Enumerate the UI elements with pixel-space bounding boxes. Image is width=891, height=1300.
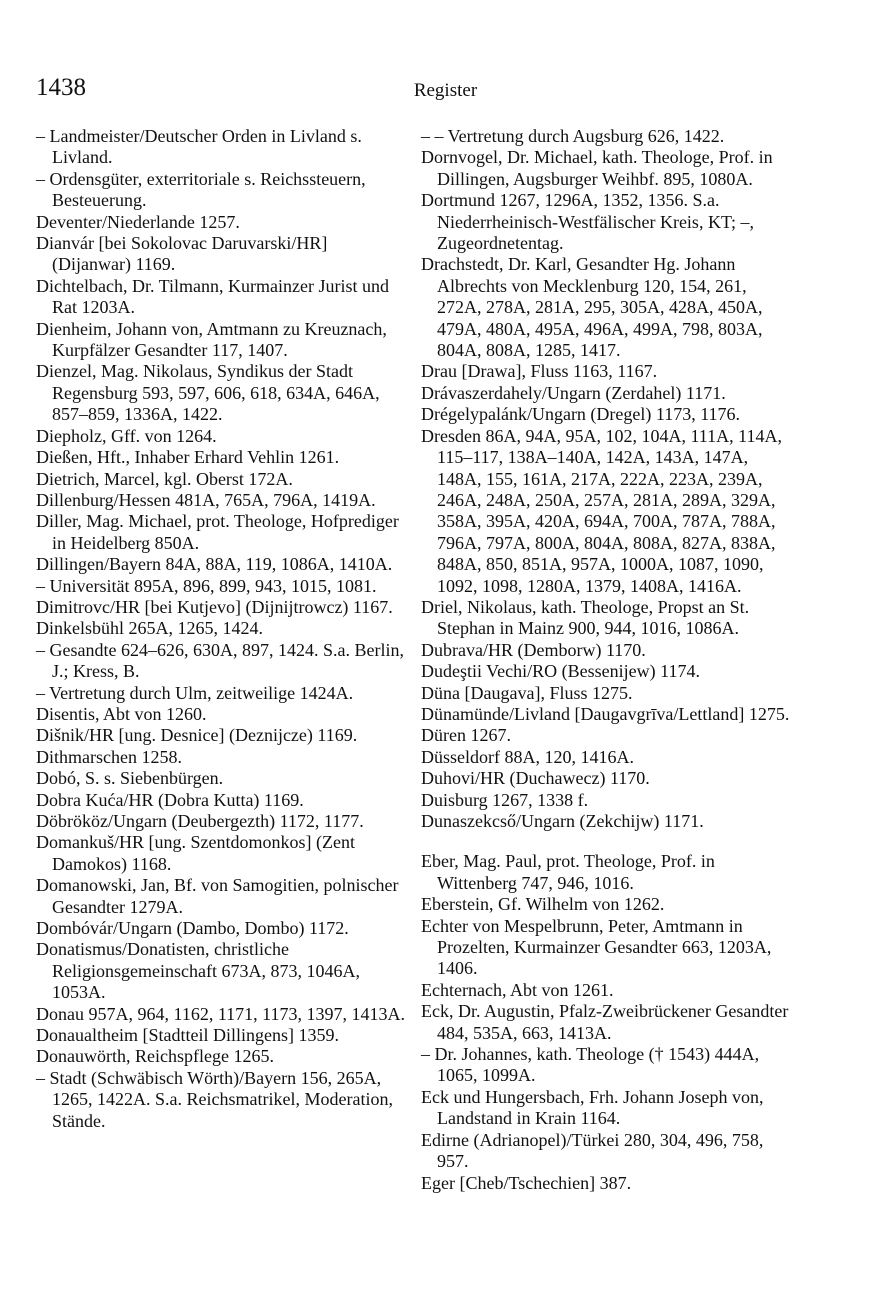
index-entry: Duisburg 1267, 1338 f.	[421, 789, 589, 810]
index-entry: Dudeştii Vechi/RO (Bessenijew) 1174.	[421, 661, 700, 682]
index-entry: Dresden 86A, 94A, 95A, 102, 104A, 111A, 114A, 115–117, 138A–140A, 142A, 143A, 147A, 148A, 155, 161A, 217A, 222A, 223A, 239A, 246A, 248A, 250A, 257A, 281A, 289A, 329A, 358A, 395A, 420A, 694A, 700A, 787A, 788A, 796A, 797A, 800A, 804A, 808A, 827A, 838A, 848A, 850, 851A, 957A, 1000A, 1087, 1090, 1092, 1098, 1280A, 1379, 1408A, 1416A.	[421, 425, 782, 596]
index-entry: Dillenburg/Hessen 481A, 765A, 796A, 1419A.	[36, 489, 376, 510]
index-entry: Drávaszerdahely/Ungarn (Zerdahel) 1171.	[421, 382, 726, 403]
index-entry: – Stadt (Schwäbisch Wörth)/Bayern 156, 265A, 1265, 1422A. S.a. Reichsmatrikel, Moderation, Stände.	[36, 1067, 393, 1131]
index-entry: Donauwörth, Reichspflege 1265.	[36, 1046, 274, 1067]
index-entry: Dillingen/Bayern 84A, 88A, 119, 1086A, 1410A.	[36, 554, 393, 575]
index-section-d-continued	[421, 126, 791, 832]
index-section-e	[421, 851, 791, 1194]
index-entry: – – Vertretung durch Augsburg 626, 1422.	[421, 126, 725, 146]
index-entry: Dianvár [bei Sokolovac Daruvarski/HR] (Dijanwar) 1169.	[36, 233, 328, 275]
index-entry: Drégelypalánk/Ungarn (Dregel) 1173, 1176.	[421, 404, 741, 425]
index-entry: Duhovi/HR (Duchawecz) 1170.	[421, 768, 650, 789]
index-entry: Dombóvár/Ungarn (Dambo, Dombo) 1172.	[36, 918, 349, 939]
index-entry: Dunaszekcső/Ungarn (Zekchijw) 1171.	[421, 811, 704, 831]
index-entry: Domanowski, Jan, Bf. von Samogitien, polnischer Gesandter 1279A.	[36, 875, 399, 917]
index-entry: Eber, Mag. Paul, prot. Theologe, Prof. in Wittenberg 747, 946, 1016.	[421, 851, 715, 893]
index-entry: – Landmeister/Deutscher Orden in Livland s. Livland.	[36, 126, 362, 168]
index-entry: Echter von Mespelbrunn, Peter, Amtmann in Prozelten, Kurmainzer Gesandter 663, 1203A, 1406.	[421, 915, 772, 979]
index-entry: Domankuš/HR [ung. Szentdomonkos] (Zent Damokos) 1168.	[36, 832, 355, 874]
index-entry: Dithmarschen 1258.	[36, 746, 182, 767]
index-entry: Eck, Dr. Augustin, Pfalz-Zweibrückener Gesandter 484, 535A, 663, 1413A.	[421, 1001, 789, 1043]
index-entry: – Ordensgüter, exterritoriale s. Reichssteuern, Besteuerung.	[36, 168, 366, 211]
index-column-right	[421, 126, 791, 1194]
index-entry: Eger [Cheb/Tschechien] 387.	[421, 1172, 632, 1193]
index-entry: Dienheim, Johann von, Amtmann zu Kreuznach, Kurpfälzer Gesandter 117, 1407.	[36, 318, 387, 361]
index-entry: Dichtelbach, Dr. Tilmann, Kurmainzer Jurist und Rat 1203A.	[36, 275, 389, 318]
index-entry: – Dr. Johannes, kath. Theologe († 1543) 444A, 1065, 1099A.	[421, 1044, 760, 1086]
index-entry: Düsseldorf 88A, 120, 1416A.	[421, 746, 634, 767]
index-entry: Dienzel, Mag. Nikolaus, Syndikus der Stadt Regensburg 593, 597, 606, 618, 634A, 646A, 857–859, 1336A, 1422.	[36, 361, 380, 425]
index-entry: Dortmund 1267, 1296A, 1352, 1356. S.a. Niederrheinisch-Westfälischer Kreis, KT; –, Zugeordnetentag.	[421, 190, 754, 254]
index-entry: Dünamünde/Livland [Daugavgrīva/Lettland] 1275.	[421, 703, 790, 724]
page-header	[36, 74, 855, 110]
index-entry: Dietrich, Marcel, kgl. Oberst 172A.	[36, 468, 293, 489]
index-entry: Drachstedt, Dr. Karl, Gesandter Hg. Johann Albrechts von Mecklenburg 120, 154, 261, 272A, 278A, 281A, 295, 305A, 428A, 450A, 479A, 480A, 495A, 496A, 499A, 798, 803A, 804A, 808A, 1285, 1417.	[421, 254, 763, 361]
index-entry: – Universität 895A, 896, 899, 943, 1015, 1081.	[36, 575, 377, 596]
index-entry: Donau 957A, 964, 1162, 1171, 1173, 1397, 1413A.	[36, 1003, 405, 1024]
index-entry: Dišnik/HR [ung. Desnice] (Deznijcze) 1169.	[36, 725, 358, 746]
running-head: Register	[413, 80, 478, 101]
index-entry: Dinkelsbühl 265A, 1265, 1424.	[36, 618, 263, 639]
index-entry: Dubrava/HR (Demborw) 1170.	[421, 639, 646, 660]
index-entry: Diller, Mag. Michael, prot. Theologe, Hofprediger in Heidelberg 850A.	[36, 511, 399, 553]
index-entry: Dimitrovc/HR [bei Kutjevo] (Dijnijtrowcz) 1167.	[36, 596, 393, 617]
index-entry: Döbrököz/Ungarn (Deubergezth) 1172, 1177.	[36, 811, 364, 831]
index-entry: Donatismus/Donatisten, christliche Religionsgemeinschaft 673A, 873, 1046A, 1053A.	[36, 939, 360, 1003]
index-entry: Disentis, Abt von 1260.	[36, 703, 207, 724]
index-entry: Edirne (Adrianopel)/Türkei 280, 304, 496, 758, 957.	[421, 1129, 764, 1172]
index-entry: Drau [Drawa], Fluss 1163, 1167.	[421, 361, 658, 382]
index-entry: Dobó, S. s. Siebenbürgen.	[36, 768, 224, 789]
index-column-left	[36, 126, 406, 1132]
index-entry: – Vertretung durch Ulm, zeitweilige 1424A.	[36, 682, 354, 703]
page-number: 1438	[36, 74, 86, 101]
index-entry: Driel, Nikolaus, kath. Theologe, Propst an St. Stephan in Mainz 900, 944, 1016, 1086A.	[421, 596, 750, 639]
index-entry: Dobra Kuća/HR (Dobra Kutta) 1169.	[36, 789, 304, 810]
index-entry: Deventer/Niederlande 1257.	[36, 211, 240, 232]
index-entry: Düna [Daugava], Fluss 1275.	[421, 682, 633, 703]
index-entry: Eberstein, Gf. Wilhelm von 1262.	[421, 894, 665, 915]
index-entry: Dießen, Hft., Inhaber Erhard Vehlin 1261.	[36, 447, 340, 468]
index-entry: Donaualtheim [Stadtteil Dillingens] 1359.	[36, 1025, 339, 1046]
index-entry: Echternach, Abt von 1261.	[421, 979, 614, 1000]
index-entry: Düren 1267.	[421, 725, 511, 746]
index-entry: – Gesandte 624–626, 630A, 897, 1424. S.a. Berlin, J.; Kress, B.	[36, 639, 404, 682]
index-entry: Dornvogel, Dr. Michael, kath. Theologe, Prof. in Dillingen, Augsburger Weihbf. 895, 1080A.	[421, 147, 773, 189]
section-gap	[421, 832, 791, 851]
index-entry: Eck und Hungersbach, Frh. Johann Joseph von, Landstand in Krain 1164.	[421, 1086, 764, 1129]
index-entry: Diepholz, Gff. von 1264.	[36, 425, 217, 446]
